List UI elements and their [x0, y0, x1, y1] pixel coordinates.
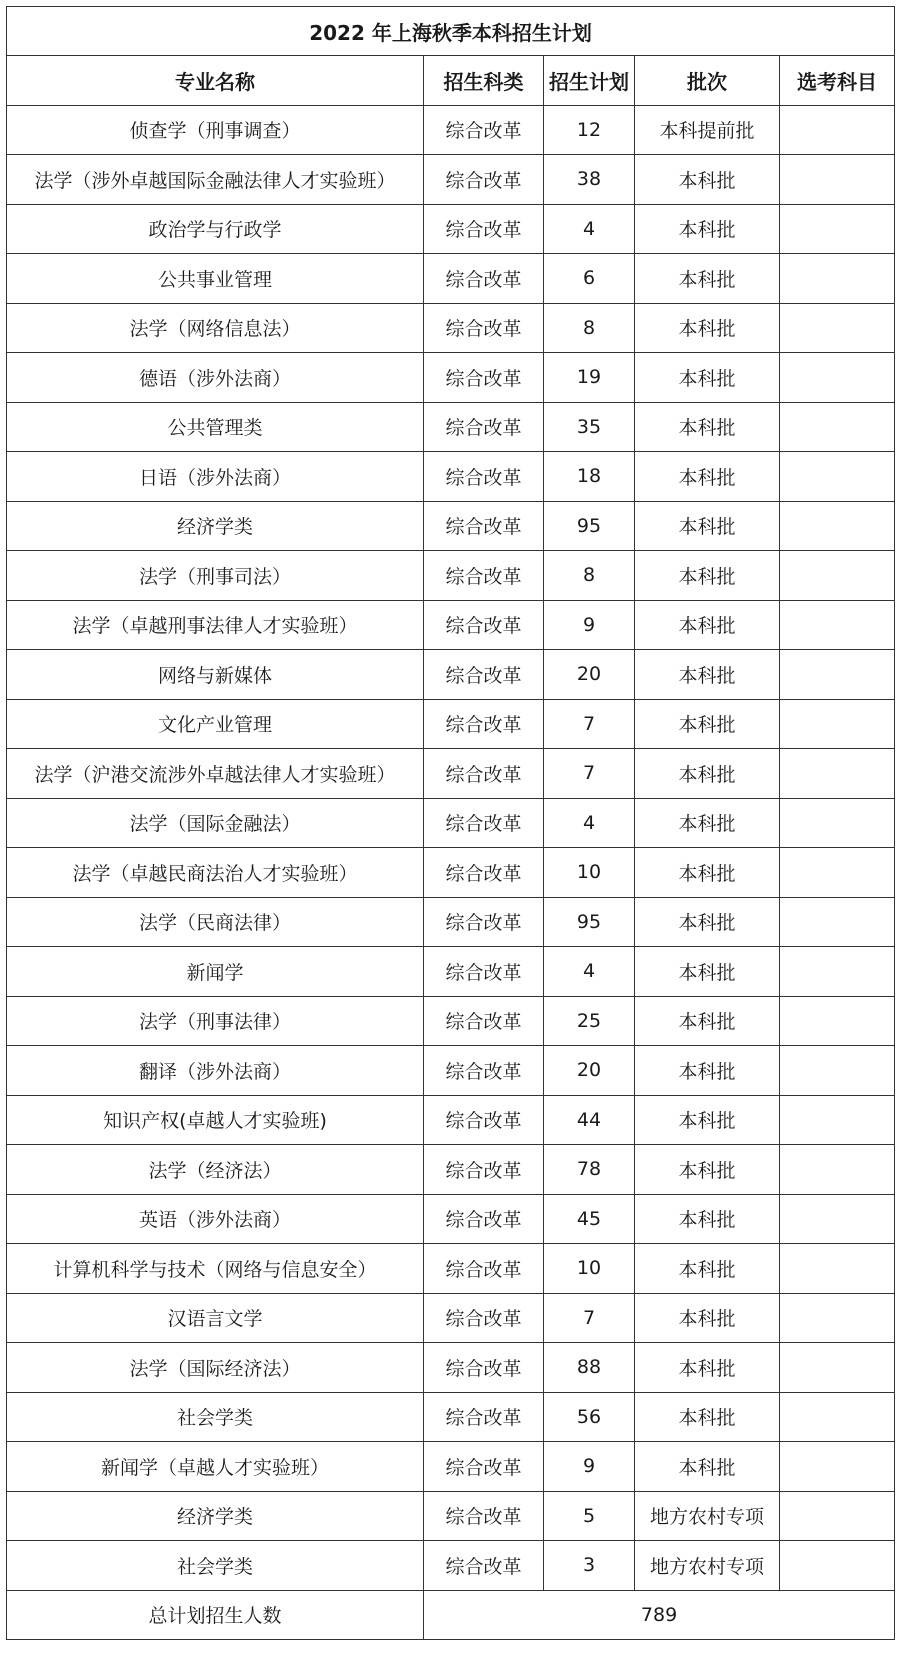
- cell-elective-subjects: [780, 254, 895, 304]
- cell-batch: 本科批: [635, 551, 780, 601]
- cell-plan-count: 35: [544, 402, 635, 452]
- cell-elective-subjects: [780, 699, 895, 749]
- cell-plan-count: 6: [544, 254, 635, 304]
- cell-elective-subjects: [780, 1541, 895, 1591]
- table-row: [7, 600, 895, 650]
- cell-major-name: 社会学类: [7, 1392, 424, 1442]
- header-batch: 批次: [635, 56, 780, 106]
- cell-plan-count: 9: [544, 600, 635, 650]
- cell-batch: 本科批: [635, 452, 780, 502]
- cell-major-name: 法学（经济法）: [7, 1145, 424, 1195]
- cell-plan-count: 10: [544, 1244, 635, 1294]
- total-row: [7, 1590, 895, 1640]
- table-row: [7, 798, 895, 848]
- cell-major-name: 法学（涉外卓越国际金融法律人才实验班）: [7, 155, 424, 205]
- table-row: [7, 501, 895, 551]
- cell-category: 综合改革: [424, 1491, 544, 1541]
- cell-batch: 本科批: [635, 155, 780, 205]
- cell-category: 综合改革: [424, 105, 544, 155]
- cell-major-name: 法学（卓越刑事法律人才实验班）: [7, 600, 424, 650]
- cell-category: 综合改革: [424, 1145, 544, 1195]
- table-row: [7, 1343, 895, 1393]
- table-row: [7, 897, 895, 947]
- cell-elective-subjects: [780, 353, 895, 403]
- table-row: [7, 353, 895, 403]
- cell-elective-subjects: [780, 303, 895, 353]
- cell-elective-subjects: [780, 798, 895, 848]
- cell-major-name: 德语（涉外法商）: [7, 353, 424, 403]
- cell-batch: 本科批: [635, 1145, 780, 1195]
- cell-category: 综合改革: [424, 1244, 544, 1294]
- cell-major-name: 公共事业管理: [7, 254, 424, 304]
- cell-elective-subjects: [780, 155, 895, 205]
- cell-major-name: 政治学与行政学: [7, 204, 424, 254]
- cell-major-name: 经济学类: [7, 1491, 424, 1541]
- table-row: [7, 1046, 895, 1096]
- cell-plan-count: 4: [544, 798, 635, 848]
- table-row: [7, 1095, 895, 1145]
- cell-major-name: 新闻学（卓越人才实验班）: [7, 1442, 424, 1492]
- title-row: [7, 7, 895, 56]
- header-elective-subjects: 选考科目: [780, 56, 895, 106]
- header-row: [7, 56, 895, 106]
- cell-elective-subjects: [780, 1244, 895, 1294]
- cell-elective-subjects: [780, 402, 895, 452]
- cell-major-name: 侦查学（刑事调查）: [7, 105, 424, 155]
- cell-batch: 本科批: [635, 204, 780, 254]
- cell-elective-subjects: [780, 1343, 895, 1393]
- total-value: 789: [424, 1590, 895, 1640]
- cell-batch: 本科批: [635, 848, 780, 898]
- cell-plan-count: 9: [544, 1442, 635, 1492]
- cell-batch: 本科批: [635, 254, 780, 304]
- cell-plan-count: 7: [544, 699, 635, 749]
- table-row: [7, 303, 895, 353]
- cell-plan-count: 10: [544, 848, 635, 898]
- cell-category: 综合改革: [424, 798, 544, 848]
- cell-plan-count: 38: [544, 155, 635, 205]
- table-body: [7, 105, 895, 1590]
- cell-plan-count: 18: [544, 452, 635, 502]
- cell-category: 综合改革: [424, 848, 544, 898]
- cell-elective-subjects: [780, 600, 895, 650]
- cell-batch: 本科批: [635, 600, 780, 650]
- cell-plan-count: 95: [544, 501, 635, 551]
- cell-plan-count: 7: [544, 749, 635, 799]
- cell-plan-count: 56: [544, 1392, 635, 1442]
- cell-plan-count: 8: [544, 551, 635, 601]
- cell-plan-count: 4: [544, 204, 635, 254]
- cell-elective-subjects: [780, 996, 895, 1046]
- table-row: [7, 996, 895, 1046]
- cell-batch: 本科批: [635, 1194, 780, 1244]
- table-row: [7, 1293, 895, 1343]
- cell-major-name: 文化产业管理: [7, 699, 424, 749]
- table-row: [7, 105, 895, 155]
- table-row: [7, 1442, 895, 1492]
- table-row: [7, 1194, 895, 1244]
- cell-plan-count: 78: [544, 1145, 635, 1195]
- cell-major-name: 法学（国际金融法）: [7, 798, 424, 848]
- cell-batch: 本科批: [635, 650, 780, 700]
- table-row: [7, 650, 895, 700]
- cell-elective-subjects: [780, 1095, 895, 1145]
- cell-category: 综合改革: [424, 749, 544, 799]
- cell-category: 综合改革: [424, 947, 544, 997]
- table-row: [7, 1491, 895, 1541]
- cell-elective-subjects: [780, 749, 895, 799]
- cell-batch: 本科批: [635, 1046, 780, 1096]
- cell-batch: 本科批: [635, 699, 780, 749]
- cell-major-name: 法学（沪港交流涉外卓越法律人才实验班）: [7, 749, 424, 799]
- cell-category: 综合改革: [424, 1046, 544, 1096]
- cell-batch: 地方农村专项: [635, 1541, 780, 1591]
- cell-category: 综合改革: [424, 600, 544, 650]
- cell-category: 综合改革: [424, 204, 544, 254]
- cell-category: 综合改革: [424, 551, 544, 601]
- cell-elective-subjects: [780, 1442, 895, 1492]
- cell-category: 综合改革: [424, 1392, 544, 1442]
- admission-plan-sheet: [6, 6, 894, 1640]
- cell-category: 综合改革: [424, 1343, 544, 1393]
- cell-batch: 本科批: [635, 1244, 780, 1294]
- cell-batch: 本科批: [635, 353, 780, 403]
- header-category: 招生科类: [424, 56, 544, 106]
- cell-batch: 本科批: [635, 303, 780, 353]
- table-row: [7, 699, 895, 749]
- cell-plan-count: 19: [544, 353, 635, 403]
- table-row: [7, 204, 895, 254]
- cell-major-name: 法学（国际经济法）: [7, 1343, 424, 1393]
- cell-plan-count: 45: [544, 1194, 635, 1244]
- cell-plan-count: 44: [544, 1095, 635, 1145]
- cell-major-name: 法学（民商法律）: [7, 897, 424, 947]
- cell-elective-subjects: [780, 650, 895, 700]
- cell-elective-subjects: [780, 1392, 895, 1442]
- table-row: [7, 947, 895, 997]
- cell-major-name: 汉语言文学: [7, 1293, 424, 1343]
- cell-elective-subjects: [780, 1491, 895, 1541]
- cell-elective-subjects: [780, 551, 895, 601]
- table-row: [7, 848, 895, 898]
- table-row: [7, 452, 895, 502]
- cell-batch: 本科批: [635, 1293, 780, 1343]
- cell-batch: 本科批: [635, 749, 780, 799]
- cell-major-name: 网络与新媒体: [7, 650, 424, 700]
- table-row: [7, 254, 895, 304]
- cell-elective-subjects: [780, 501, 895, 551]
- cell-category: 综合改革: [424, 1442, 544, 1492]
- cell-elective-subjects: [780, 204, 895, 254]
- cell-plan-count: 25: [544, 996, 635, 1046]
- table-row: [7, 155, 895, 205]
- table-row: [7, 551, 895, 601]
- cell-category: 综合改革: [424, 1293, 544, 1343]
- cell-category: 综合改革: [424, 897, 544, 947]
- cell-major-name: 公共管理类: [7, 402, 424, 452]
- cell-elective-subjects: [780, 897, 895, 947]
- cell-category: 综合改革: [424, 1194, 544, 1244]
- cell-major-name: 计算机科学与技术（网络与信息安全）: [7, 1244, 424, 1294]
- cell-elective-subjects: [780, 947, 895, 997]
- table-row: [7, 1145, 895, 1195]
- cell-category: 综合改革: [424, 650, 544, 700]
- cell-category: 综合改革: [424, 699, 544, 749]
- cell-plan-count: 5: [544, 1491, 635, 1541]
- cell-batch: 本科批: [635, 947, 780, 997]
- cell-category: 综合改革: [424, 452, 544, 502]
- cell-elective-subjects: [780, 848, 895, 898]
- cell-batch: 本科提前批: [635, 105, 780, 155]
- cell-plan-count: 7: [544, 1293, 635, 1343]
- cell-batch: 本科批: [635, 1392, 780, 1442]
- cell-category: 综合改革: [424, 1541, 544, 1591]
- cell-plan-count: 8: [544, 303, 635, 353]
- cell-elective-subjects: [780, 1194, 895, 1244]
- cell-batch: 本科批: [635, 402, 780, 452]
- cell-major-name: 翻译（涉外法商）: [7, 1046, 424, 1096]
- cell-plan-count: 12: [544, 105, 635, 155]
- cell-plan-count: 88: [544, 1343, 635, 1393]
- cell-category: 综合改革: [424, 996, 544, 1046]
- header-major-name: 专业名称: [7, 56, 424, 106]
- cell-plan-count: 20: [544, 1046, 635, 1096]
- cell-plan-count: 4: [544, 947, 635, 997]
- cell-major-name: 经济学类: [7, 501, 424, 551]
- header-plan-count: 招生计划: [544, 56, 635, 106]
- cell-major-name: 法学（卓越民商法治人才实验班）: [7, 848, 424, 898]
- cell-major-name: 新闻学: [7, 947, 424, 997]
- cell-batch: 本科批: [635, 798, 780, 848]
- cell-plan-count: 95: [544, 897, 635, 947]
- cell-batch: 本科批: [635, 996, 780, 1046]
- cell-plan-count: 20: [544, 650, 635, 700]
- cell-category: 综合改革: [424, 155, 544, 205]
- cell-major-name: 法学（刑事法律）: [7, 996, 424, 1046]
- cell-plan-count: 3: [544, 1541, 635, 1591]
- cell-batch: 本科批: [635, 1442, 780, 1492]
- cell-batch: 本科批: [635, 501, 780, 551]
- cell-batch: 本科批: [635, 1095, 780, 1145]
- cell-category: 综合改革: [424, 1095, 544, 1145]
- cell-major-name: 英语（涉外法商）: [7, 1194, 424, 1244]
- cell-category: 综合改革: [424, 254, 544, 304]
- table-row: [7, 402, 895, 452]
- cell-batch: 本科批: [635, 1343, 780, 1393]
- cell-elective-subjects: [780, 105, 895, 155]
- table-row: [7, 1244, 895, 1294]
- cell-category: 综合改革: [424, 303, 544, 353]
- cell-elective-subjects: [780, 1046, 895, 1096]
- cell-category: 综合改革: [424, 402, 544, 452]
- cell-major-name: 法学（网络信息法）: [7, 303, 424, 353]
- table-title: 2022 年上海秋季本科招生计划: [7, 7, 895, 56]
- cell-batch: 地方农村专项: [635, 1491, 780, 1541]
- cell-major-name: 社会学类: [7, 1541, 424, 1591]
- cell-major-name: 知识产权(卓越人才实验班): [7, 1095, 424, 1145]
- cell-category: 综合改革: [424, 501, 544, 551]
- table-row: [7, 1392, 895, 1442]
- cell-major-name: 日语（涉外法商）: [7, 452, 424, 502]
- cell-major-name: 法学（刑事司法）: [7, 551, 424, 601]
- cell-elective-subjects: [780, 452, 895, 502]
- cell-elective-subjects: [780, 1293, 895, 1343]
- total-label: 总计划招生人数: [7, 1590, 424, 1640]
- cell-batch: 本科批: [635, 897, 780, 947]
- cell-category: 综合改革: [424, 353, 544, 403]
- table-row: [7, 1541, 895, 1591]
- table-row: [7, 749, 895, 799]
- admission-plan-table: [6, 6, 895, 1640]
- cell-elective-subjects: [780, 1145, 895, 1195]
